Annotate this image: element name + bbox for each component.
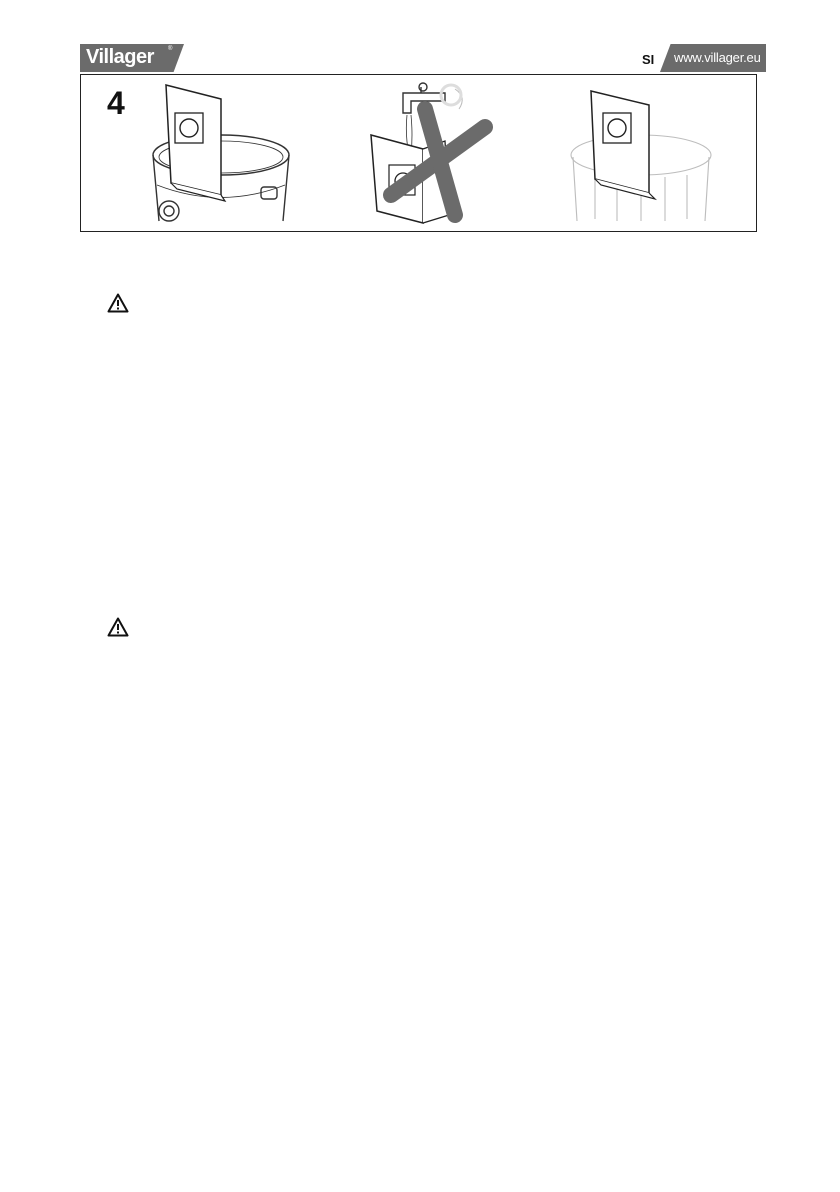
brand-registered-mark: ® (168, 46, 173, 52)
dust-bag-icon (591, 91, 655, 199)
bag-in-container-illustration (141, 75, 311, 231)
step-number: 4 (107, 85, 125, 121)
brand-logo (80, 44, 184, 72)
warning-triangle-icon (107, 617, 129, 637)
no-washing-illustration (363, 75, 513, 231)
warning-triangle-icon (107, 293, 129, 313)
language-code: SI (642, 52, 655, 67)
figure-panel (80, 74, 757, 232)
brand-name: Villager (86, 46, 154, 68)
website-url: www.villager.eu (674, 50, 761, 65)
website-badge (660, 44, 766, 72)
bag-in-container-empty-illustration (565, 75, 715, 231)
dust-bag-icon (166, 85, 225, 201)
